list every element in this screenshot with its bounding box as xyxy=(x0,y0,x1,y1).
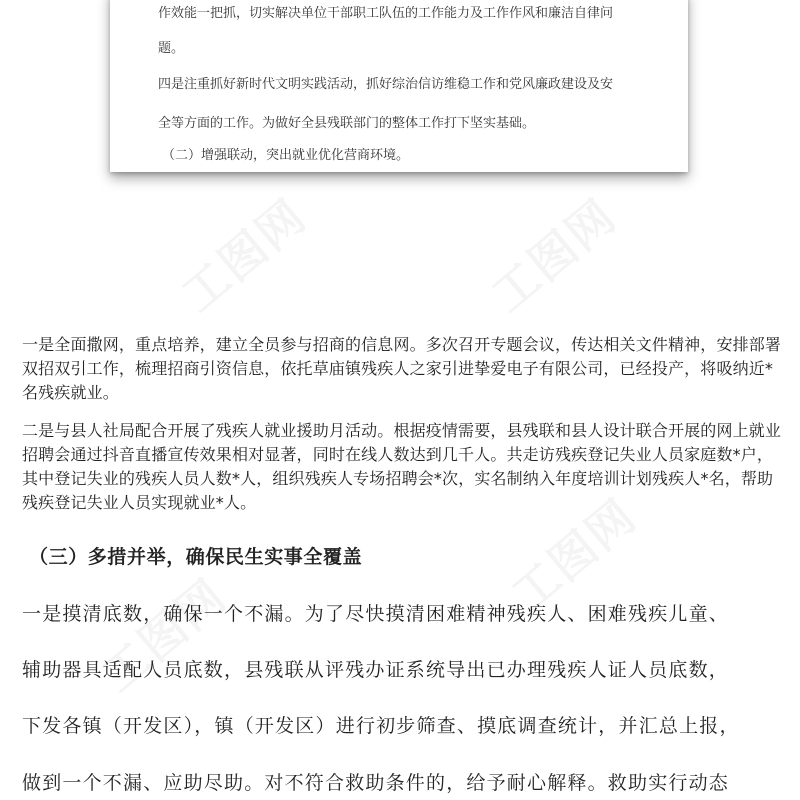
body-paragraph: 一是全面撒网，重点培养，建立全员参与招商的信息网。多次召开专题会议，传达相关文件精神，安排部署双招双引工作，梳理招商引资信息，依托草庙镇残疾人之家引进挚爱电子有限公司，已经投产，将吸纳近*名残疾就业。 xyxy=(22,335,782,402)
card-text-line: 全等方面的工作。为做好全县残联部门的整体工作打下坚实基础。 xyxy=(158,116,536,131)
body-line: 一是摸清底数，确保一个不漏。为了尽快摸清困难精神残疾人、困难残疾儿童、 xyxy=(22,603,730,625)
card-text-line: 作效能一把抓，切实解决单位干部职工队伍的工作能力及工作作风和廉洁自律问 xyxy=(158,6,614,21)
document-preview-card xyxy=(110,0,688,172)
body-line: 下发各镇（开发区），镇（开发区）进行初步筛查、摸底调查统计，并汇总上报， xyxy=(22,715,740,737)
body-line: 做到一个不漏、应助尽助。对不符合救助条件的，给予耐心解释。救助实行动态 xyxy=(22,772,730,794)
watermark xyxy=(86,561,239,704)
card-subheading: （二）增强联动，突出就业优化营商环境。 xyxy=(162,148,410,163)
watermark xyxy=(166,181,319,324)
card-text-line: 题。 xyxy=(158,41,185,56)
body-line: 辅助器具适配人员底数，县残联从评残办证系统导出已办理残疾人证人员底数， xyxy=(22,659,730,681)
watermark xyxy=(476,181,629,324)
section-heading: （三）多措并举，确保民生实事全覆盖 xyxy=(29,546,363,568)
body-paragraph: 二是与县人社局配合开展了残疾人就业援助月活动。根据疫情需要，县残联和县人设计联合开展的网上就业招聘会通过抖音直播宣传效果相对显著，同时在线人数达到几千人。共走访残疾登记失业人员家庭数*户，其中登记失业的残疾人员人数*人，组织残疾人专场招聘会*次，实名制纳入年度培训计划残疾人*名，帮助残疾登记失业人员实现就业*人。 xyxy=(22,421,782,512)
card-text-line: 四是注重抓好新时代文明实践活动，抓好综治信访维稳工作和党风廉政建设及安 xyxy=(158,77,614,92)
